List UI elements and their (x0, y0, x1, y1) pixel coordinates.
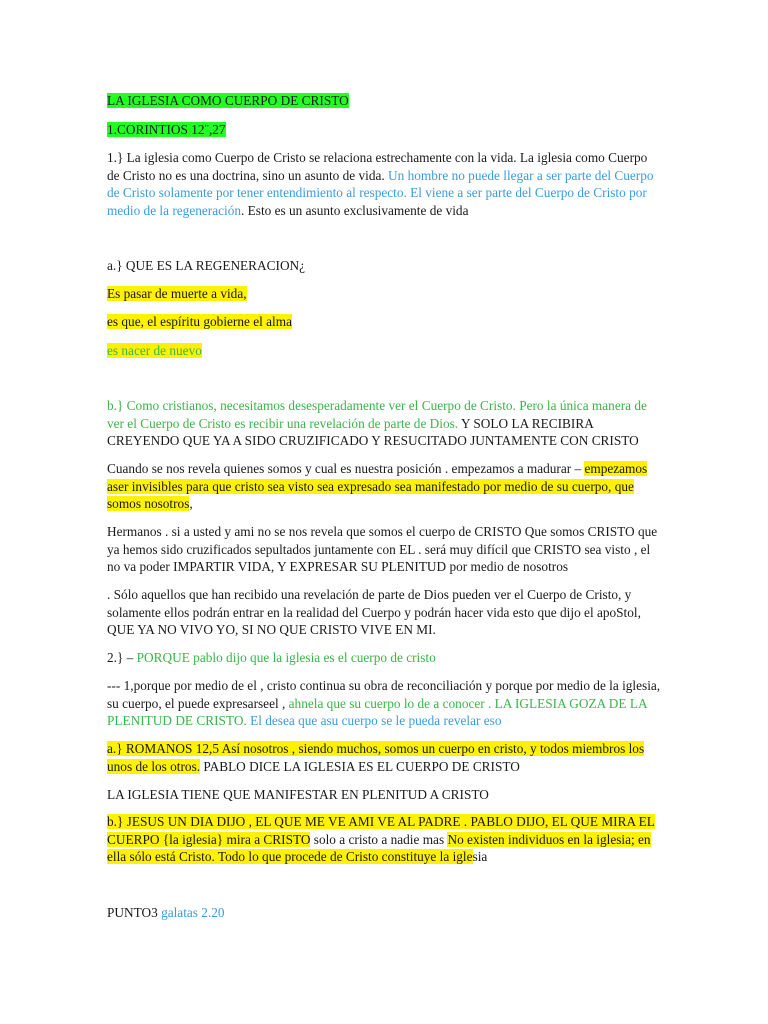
paragraph-solo (107, 586, 662, 639)
manifestar-text: LA IGLESIA TIENE QUE MANIFESTAR EN PLENITUD A CRISTO (107, 787, 489, 802)
scripture-reference (107, 121, 662, 139)
question-regeneracion (107, 257, 662, 275)
paragraph-1 (107, 149, 662, 219)
p1-part-a: 1.} La iglesia como Cuerpo de Cristo se relaciona estrechamente con la vida. La iglesia como Cuerpo de Cristo no es una doctrina, sino un asunto de vida. (107, 150, 648, 183)
romanos-part-b: PABLO DICE LA IGLESIA ES EL CUERPO DE CRISTO (200, 758, 520, 774)
p2-part-b: PORQUE pablo dijo que la iglesia es el cuerpo de cristo (136, 650, 436, 665)
p1-part-c: . Esto es un asunto exclusivamente de vida (241, 202, 469, 218)
punto-3 (107, 904, 662, 922)
paragraph-jesus (107, 813, 662, 866)
regen-answer-1-text: Es pasar de muerte a vida, (107, 286, 247, 301)
jesus-part-b: solo a cristo a nadie mas (310, 831, 448, 847)
p2-part-a: 2.} – (107, 650, 137, 665)
regen-answer-2-text: es que, el espíritu gobierne el alma (107, 314, 292, 329)
pb-part-a: b.} Como cristianos, necesitamos desesperadamente ver el Cuerpo de Cristo. Pero la única manera de ver el Cuerpo de Cristo es recibir una revelación de parte de Dios. (107, 398, 647, 431)
porque-part-a: --- 1,porque por medio de el , cristo continua su obra de reconciliación y porque por medio de la iglesia, su cuerpo, el puede expresarseel , (107, 678, 661, 711)
paragraph-manifestar (107, 786, 662, 804)
paragraph-2 (107, 649, 662, 667)
solo-text: . Sólo aquellos que han recibido una revelación de parte de Dios pueden ver el Cuerpo de Cristo, y solamente ellos podrán entrar en la realidad del Cuerpo y podrán hacer vida esto que dijo el apoStol, QUE YA NO VIVO YO, SI NO QUE CRISTO VIVE EN MI. (107, 587, 641, 637)
paragraph-porque (107, 677, 662, 730)
porque-part-b: ahnela que su cuerpo lo de a conocer . LA IGLESIA GOZA DE LA PLENITUD DE CRISTO. (107, 695, 647, 728)
madurar-part-c: , (189, 496, 193, 511)
document-title (107, 92, 662, 110)
question-text: a.} QUE ES LA REGENERACION¿ (107, 258, 306, 273)
reference-text: 1.CORINTIOS 12¨,27 (107, 122, 226, 137)
paragraph-hermanos (107, 523, 662, 576)
paragraph-romanos (107, 740, 662, 775)
porque-part-c: El desea que asu cuerpo se le pueda revelar eso (246, 713, 502, 728)
jesus-part-c: No existen individuos en la iglesia; en ella sólo está Cristo. Todo lo que procede de Cristo constituye la igle (107, 831, 651, 864)
madurar-part-a: Cuando se nos revela quienes somos y cual es nuestra posición . empezamos a madurar – (107, 461, 582, 476)
hermanos-text: Hermanos . si a usted y ami no se nos revela que somos el cuerpo de CRISTO Que somos CRISTO que ya hemos sido cruzificados sepultados juntamente con EL . será muy difícil que CRISTO sea visto , el no va poder IMPARTIR VIDA, Y EXPRESAR SU PLENITUD por medio de nosotros (107, 524, 658, 574)
regen-answer-1 (107, 285, 662, 303)
regen-answer-3 (107, 342, 662, 360)
title-text: LA IGLESIA COMO CUERPO DE CRISTO (107, 93, 349, 108)
paragraph-madurar (107, 460, 662, 513)
jesus-part-d: sia (472, 849, 488, 864)
jesus-part-a: b.} JESUS UN DIA DIJO , EL QUE ME VE AMI VE AL PADRE . PABLO DIJO, EL QUE MIRA EL CUERPO {la iglesia} mira a CRISTO (107, 814, 655, 847)
regen-answer-3-text: es nacer de nuevo (107, 343, 202, 358)
punto3-reference: galatas 2.20 (161, 905, 225, 920)
romanos-part-a: a.} ROMANOS 12,5 Así nosotros , siendo muchos, somos un cuerpo en cristo, y todos miembros los unos de los otros. (107, 741, 645, 774)
madurar-part-b: empezamos aser invisibles para que cristo sea visto sea expresado sea manifestado por medio de su cuerpo, que somos nosotros (107, 461, 648, 511)
paragraph-b (107, 397, 662, 450)
regen-answer-2 (107, 313, 662, 331)
pb-part-b: Y SOLO LA RECIBIRA CREYENDO QUE YA A SIDO CRUZIFICADO Y RESUCITADO JUNTAMENTE CON CRISTO (107, 415, 639, 448)
punto3-label: PUNTO3 (107, 905, 162, 920)
p1-part-b: Un hombre no puede llegar a ser parte del Cuerpo de Cristo solamente por tener entendimiento al respecto. El viene a ser parte del Cuerpo de Cristo por medio de la regeneración (107, 167, 654, 218)
